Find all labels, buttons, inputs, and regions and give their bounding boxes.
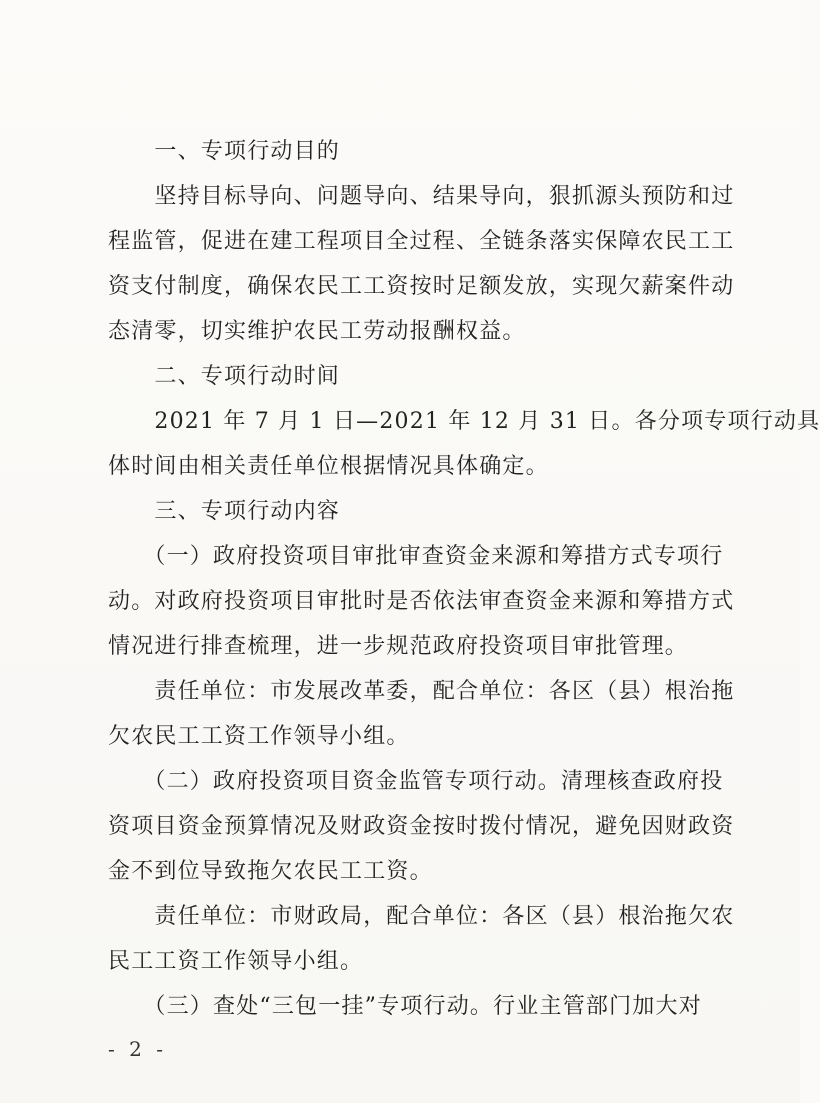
paragraph-line: 资支付制度，确保农民工工资按时足额发放，实现欠薪案件动: [108, 274, 735, 299]
paragraph-line: 资项目资金预算情况及财政资金按时拨付情况，避免因财政资: [108, 814, 735, 839]
paragraph-line: （二）政府投资项目资金监管专项行动。清理核查政府投: [108, 769, 724, 794]
paragraph-line: 态清零，切实维护农民工劳动报酬权益。: [108, 319, 526, 344]
paragraph-line: 体时间由相关责任单位根据情况具体确定。: [108, 454, 549, 479]
page-number: - 2 -: [108, 1037, 167, 1061]
paragraph-line: 动。对政府投资项目审批时是否依法审查资金来源和筹措方式: [108, 589, 735, 614]
section-heading-2: 二、专项行动时间: [108, 364, 341, 389]
paragraph-line: 民工工资工作领导小组。: [108, 949, 364, 974]
section-heading-1: 一、专项行动目的: [108, 139, 341, 164]
paragraph-line: 责任单位：市发展改革委，配合单位：各区（县）根治拖: [108, 679, 735, 704]
paragraph-line: （三）查处“三包一挂”专项行动。行业主管部门加大对: [108, 994, 702, 1019]
paragraph-line: （一）政府投资项目审批审查资金来源和筹措方式专项行: [108, 544, 724, 569]
section-heading-3: 三、专项行动内容: [108, 499, 341, 524]
paragraph-line: 欠农民工工资工作领导小组。: [108, 724, 410, 749]
paragraph-line: 情况进行排查梳理，进一步规范政府投资项目审批管理。: [108, 634, 689, 659]
paragraph-line: 程监管，促进在建工程项目全过程、全链条落实保障农民工工: [108, 229, 735, 254]
paragraph-line: 金不到位导致拖欠农民工工资。: [108, 859, 433, 884]
paragraph-line: 坚持目标导向、问题导向、结果导向，狠抓源头预防和过: [108, 184, 735, 209]
paragraph-line: 责任单位：市财政局，配合单位：各区（县）根治拖欠农: [108, 904, 735, 929]
paragraph-line: 2021 年 7 月 1 日—2021 年 12 月 31 日。各分项专项行动具: [108, 409, 820, 434]
